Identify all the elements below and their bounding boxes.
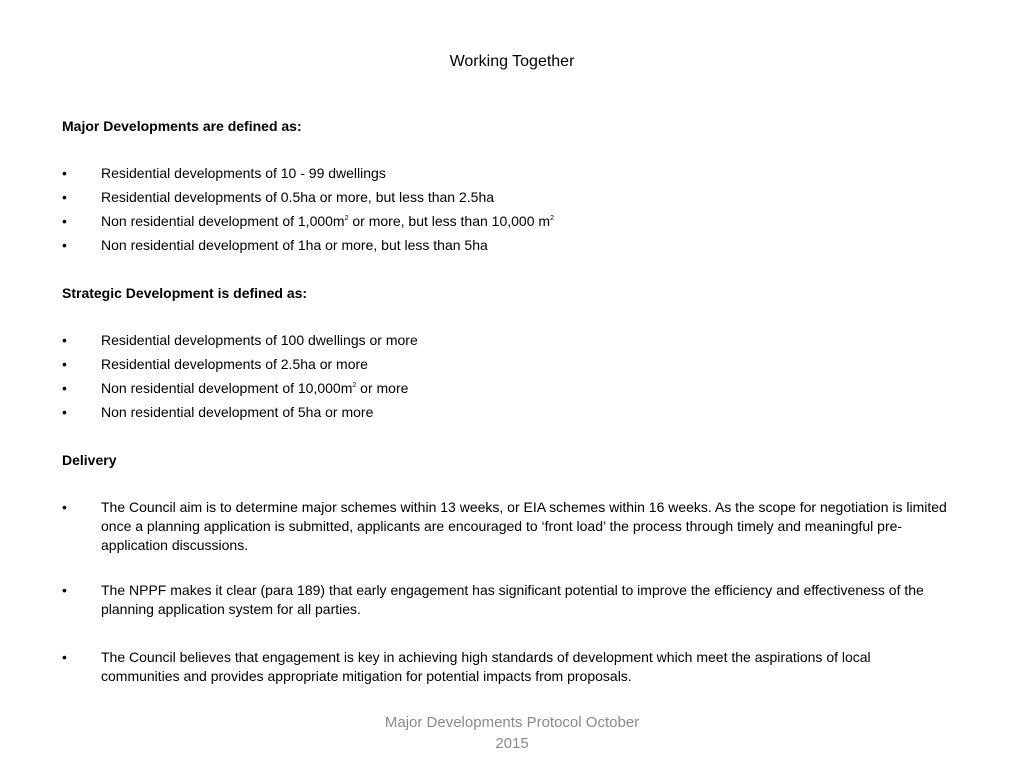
- bullet-icon: •: [62, 649, 67, 665]
- list-item: [62, 355, 952, 374]
- bullet-icon: •: [62, 332, 67, 348]
- footer: [362, 712, 662, 754]
- bullet-icon: •: [62, 499, 67, 515]
- bullet-icon: •: [62, 165, 67, 181]
- list-item: [62, 164, 952, 183]
- bullet-icon: •: [62, 189, 67, 205]
- footer-line-1: Major Developments Protocol October: [384, 714, 640, 731]
- list-item-text: Non residential development of 5ha or more: [101, 404, 374, 420]
- bullet-icon: •: [62, 213, 67, 229]
- superscript: 2: [344, 215, 349, 222]
- list-item-text: The Council believes that engagement is key in achieving high standards of development which meet the aspirations of local communities and provides appropriate mitigation for potential impacts from proposals.: [101, 649, 871, 684]
- list-item-text: The Council aim is to determine major schemes within 13 weeks, or EIA schemes within 16 weeks. As the scope for negotiation is limited once a planning application is submitted, applicants are encouraged to ‘front load’ the process through timely and meaningful pre-application discussions.: [101, 499, 947, 553]
- list-item: [62, 331, 952, 350]
- bullet-icon: •: [62, 356, 67, 372]
- list-item-text: Residential developments of 2.5ha or more: [101, 356, 368, 372]
- list-item-text: Non residential development of $1,000m^2$ or more, but less than 10,000 $m^2$: [101, 213, 554, 229]
- bullet-icon: •: [62, 380, 67, 396]
- list-item: [62, 648, 952, 686]
- list-item-text: Residential developments of 0.5ha or more, but less than 2.5ha: [101, 189, 495, 205]
- bullet-icon: •: [62, 582, 67, 598]
- list-item-text: Non residential development of $10,000m^2$ or more: [101, 380, 409, 396]
- bullet-icon: •: [62, 404, 67, 420]
- list-item: [62, 236, 952, 255]
- list-item: [62, 403, 952, 422]
- list-item: [62, 581, 952, 619]
- list-item-text: Residential developments of 100 dwellings or more: [101, 332, 418, 348]
- slide-title: Working Together: [449, 53, 575, 70]
- list-item-text: Residential developments of 10 - 99 dwellings: [101, 165, 386, 181]
- major-developments-heading: Major Developments are defined as:: [62, 118, 302, 134]
- delivery-heading: Delivery: [62, 452, 117, 468]
- bullet-icon: •: [62, 237, 67, 253]
- footer-line-2: 2015: [495, 735, 529, 752]
- superscript: 2: [550, 215, 554, 222]
- list-item: [62, 188, 952, 207]
- list-item: [62, 212, 952, 231]
- list-item: [62, 498, 952, 555]
- list-item-text: Non residential development of 1ha or more, but less than 5ha: [101, 237, 488, 253]
- strategic-development-heading: Strategic Development is defined as:: [62, 285, 308, 301]
- superscript: 2: [352, 382, 357, 389]
- list-item: [62, 379, 952, 398]
- list-item-text: The NPPF makes it clear (para 189) that early engagement has significant potential to improve the efficiency and effectiveness of the planning application system for all parties.: [101, 582, 924, 617]
